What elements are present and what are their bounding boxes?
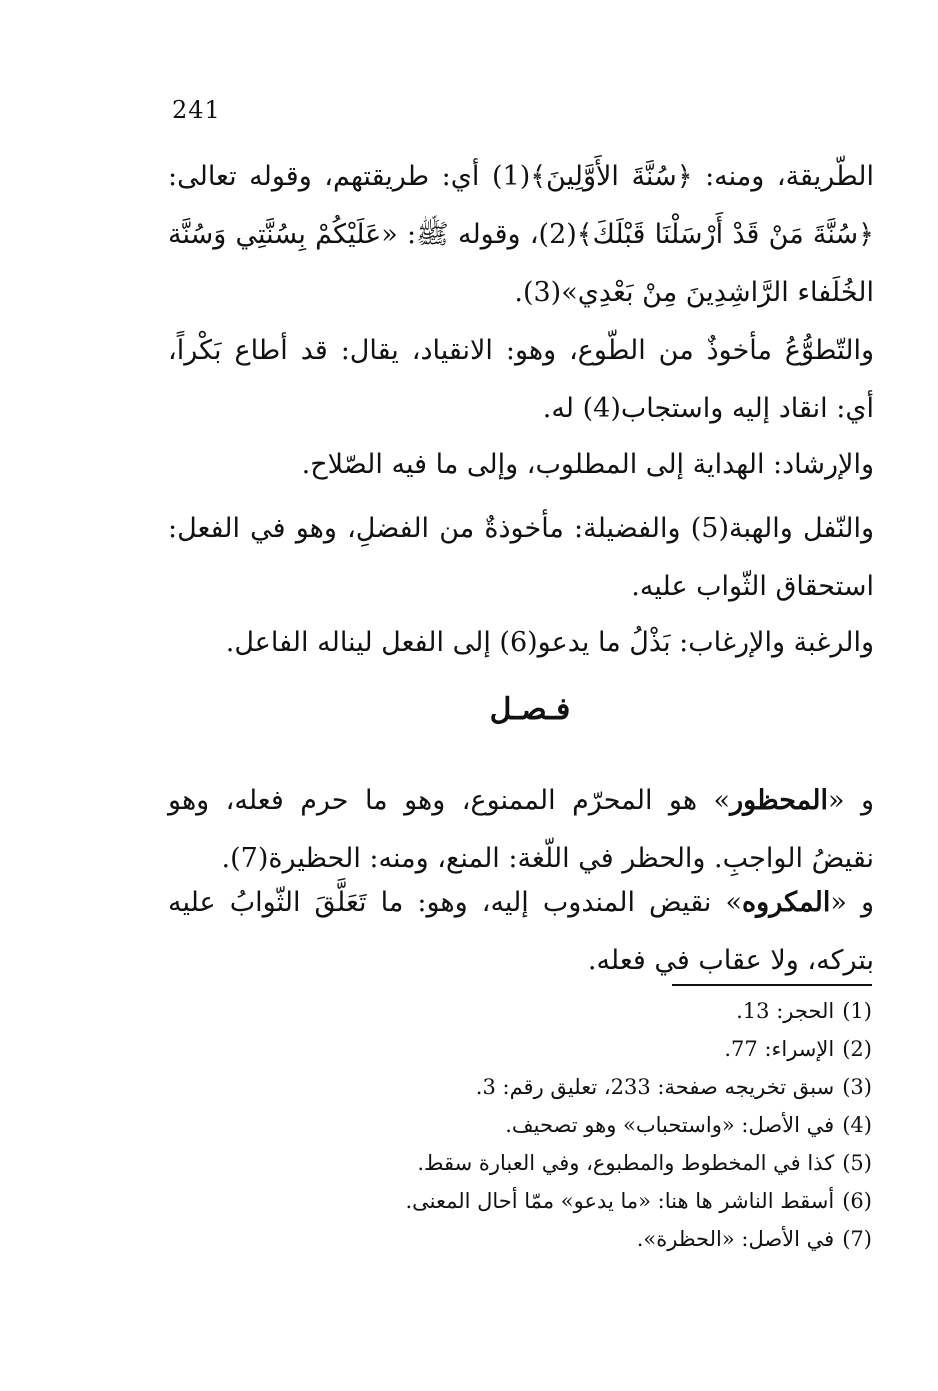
paragraph-raghba: والرغبة والإرغاب: بَذْلُ ما يدعو(6) إلى الفعل ليناله الفاعل. — [225, 627, 874, 658]
paragraph-makruh-text: » نقيض المندوب إليه، وهو: ما تَعَلَّقَ الثّوابُ عليه بتركه، ولا عقاب في فعله. — [168, 887, 874, 976]
footnote-text: الحجر: 13. — [736, 999, 835, 1023]
footnote-text: الإسراء: 77. — [724, 1037, 835, 1061]
page-number: 241 — [172, 96, 221, 124]
footnote-item — [300, 1144, 872, 1182]
footnote-text: أسقط الناشر ها هنا: «ما يدعو» ممّا أحال المعنى. — [405, 1189, 835, 1213]
footnote-item — [300, 1220, 872, 1258]
term-mahzur: المحظور — [730, 785, 828, 816]
paragraph-mahzur-text: » هو المحرّم الممنوع، وهو ما حرم فعله، وهو نقيضُ الواجبِ. والحظر في اللّغة: المنع، ومنه: الحظيرة(7). — [168, 785, 874, 874]
footnote-text: في الأصل: «الحظرة». — [636, 1227, 835, 1251]
footnote-item — [300, 1182, 872, 1220]
paragraph-mahzur — [168, 772, 874, 888]
footnote-number: (3) — [842, 1075, 872, 1099]
paragraph-makruh — [168, 874, 874, 990]
footnote-number: (1) — [842, 999, 872, 1023]
paragraph-nafl: والنّفل والهبة(5) والفضيلة: مأخوذةٌ من الفضلِ، وهو في الفعل: استحقاق الثّواب عليه. — [168, 513, 874, 602]
footnotes-list — [300, 992, 872, 1258]
footnote-item — [300, 1106, 872, 1144]
footnote-text: سبق تخريجه صفحة: 233، تعليق رقم: 3. — [475, 1075, 835, 1099]
footnote-number: (7) — [842, 1227, 872, 1251]
footnote-item — [300, 1030, 872, 1068]
footnote-number: (6) — [842, 1189, 872, 1213]
footnote-text: في الأصل: «واستحباب» وهو تصحيف. — [505, 1113, 835, 1137]
footnote-divider — [672, 984, 872, 986]
paragraph-mahzur-prefix: و « — [827, 785, 874, 816]
paragraph-makruh-prefix: و « — [830, 887, 874, 918]
footnote-number: (4) — [842, 1113, 872, 1137]
paragraph-sunnah: الطّريقة، ومنه: ﴿سُنَّةَ الأَوَّلِينَ﴾(1) أي: طريقتهم، وقوله تعالى: ﴿سُنَّةَ مَنْ قَدْ أَرْسَلْنَا قَبْلَكَ﴾(2)، وقوله ﷺ: «عَلَيْكُمْ بِسُنَّتِي وَسُنَّة الخُلَفاء الرَّاشِدِينَ مِنْ بَعْدِي»(3). — [168, 161, 874, 308]
footnote-number: (5) — [842, 1151, 872, 1175]
paragraph-irshad: والإرشاد: الهداية إلى المطلوب، وإلى ما فيه الصّلاح. — [301, 449, 874, 480]
footnote-item — [300, 992, 872, 1030]
footnote-item — [300, 1068, 872, 1106]
footnote-text: كذا في المخطوط والمطبوع، وفي العبارة سقط. — [417, 1151, 835, 1175]
term-makruh: المكروه — [742, 887, 831, 918]
footnote-number: (2) — [842, 1037, 872, 1061]
section-heading: فـصـل — [489, 692, 571, 727]
paragraph-tatawwu: والتّطوُّعُ مأخوذٌ من الطّوع، وهو: الانقياد، يقال: قد أطاع بَكْراً، أي: انقاد إليه واستجاب(4) له. — [168, 335, 874, 424]
